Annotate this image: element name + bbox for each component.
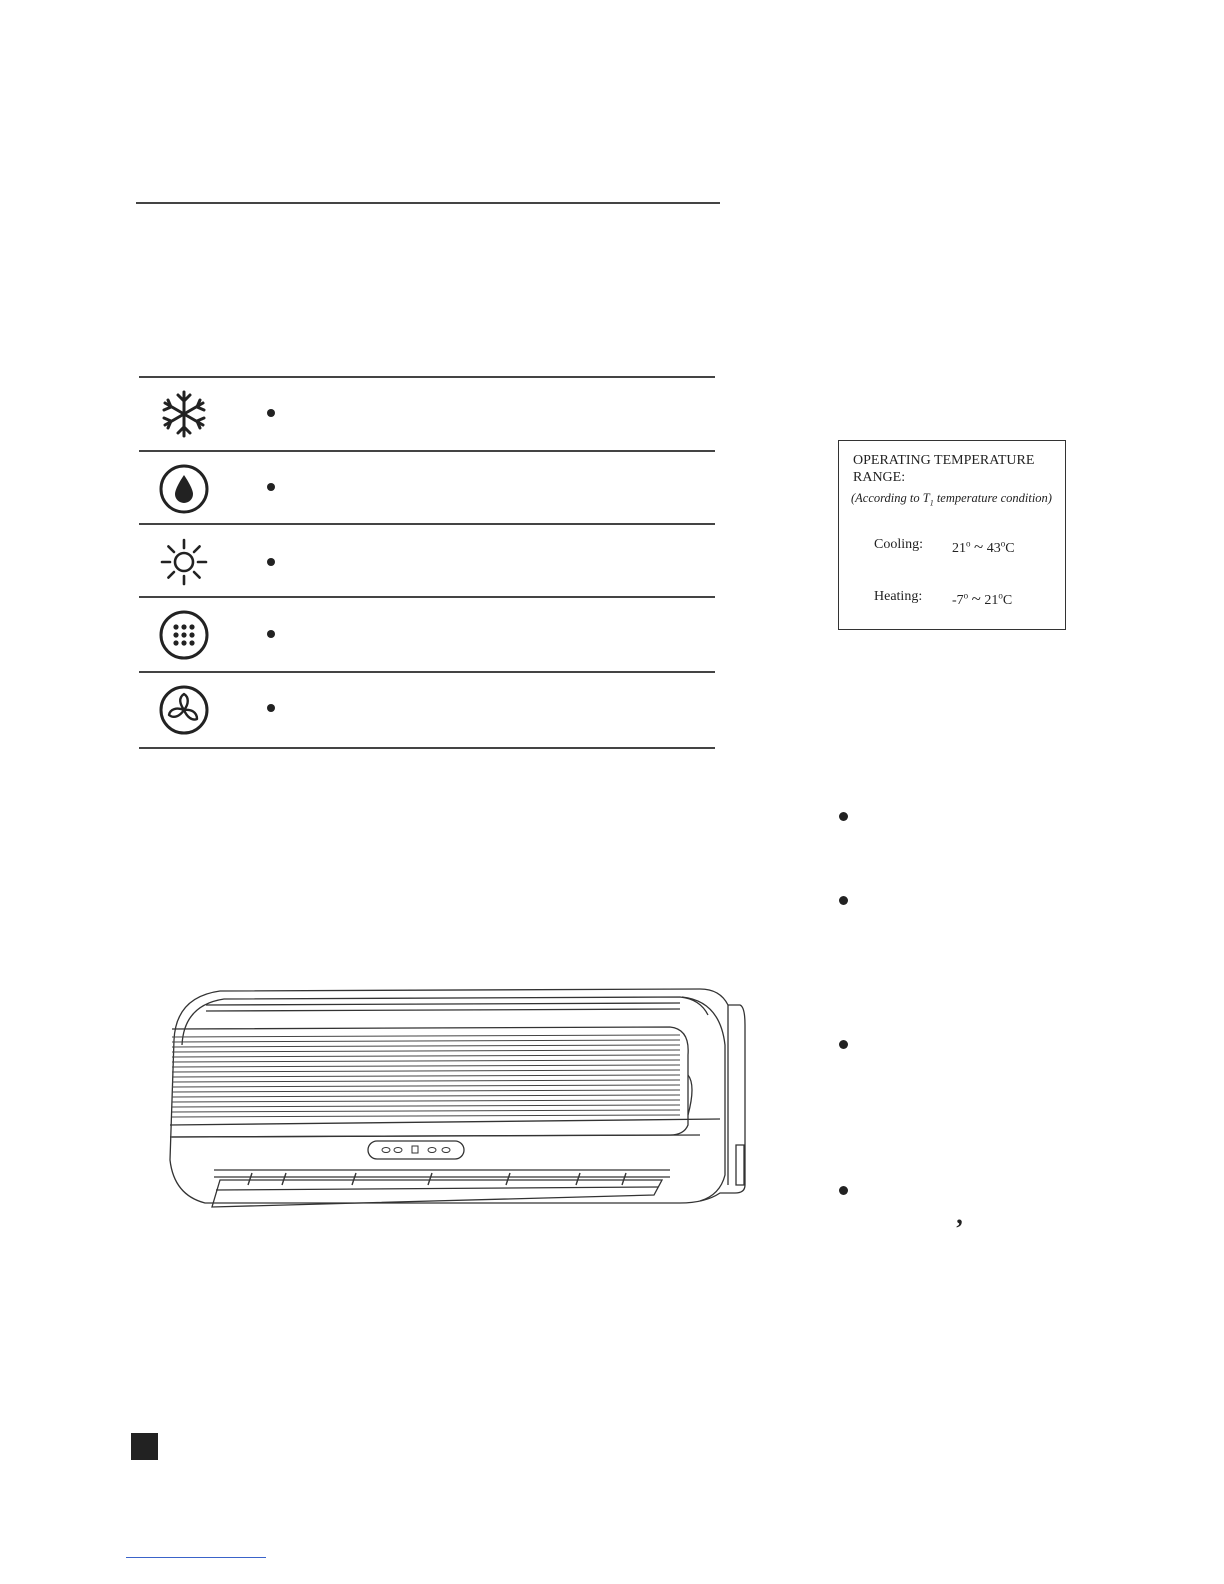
dots-grid-icon (158, 609, 210, 661)
apostrophe-mark: ’ (955, 1214, 964, 1243)
list-bullet (267, 630, 275, 638)
list-bullet (267, 483, 275, 491)
temp-box-title-line1: OPERATING TEMPERATURE (853, 453, 1035, 468)
cooling-label: Cooling: (874, 537, 924, 552)
footer-link-underline (126, 1557, 266, 1558)
cooling-range: 21$^o$ ~ 43$^o$C (952, 537, 1015, 556)
table-rule (139, 671, 715, 673)
list-bullet (267, 558, 275, 566)
temp-box-title-line2: RANGE: (853, 470, 906, 485)
water-drop-icon (158, 463, 210, 515)
operating-temperature-box (838, 440, 1066, 630)
list-bullet (839, 896, 848, 905)
heading-rule (136, 202, 720, 204)
heating-label: Heating: (874, 589, 923, 604)
temp-box-subtitle: (According to $T_1$ temperature condition) (851, 491, 1052, 508)
table-rule (139, 747, 715, 749)
page-number-marker (131, 1433, 158, 1460)
sun-icon (158, 536, 210, 588)
table-rule (139, 523, 715, 525)
list-bullet (267, 704, 275, 712)
list-bullet (267, 409, 275, 417)
table-rule (139, 376, 715, 378)
list-bullet (839, 1040, 848, 1049)
table-rule (139, 450, 715, 452)
indoor-unit-illustration (160, 985, 750, 1215)
table-rule (139, 596, 715, 598)
fan-icon (158, 684, 210, 736)
list-bullet (839, 1186, 848, 1195)
heating-range: -7$^o$ ~ 21$^o$C (952, 589, 1013, 608)
snowflake-icon (158, 388, 210, 440)
list-bullet (839, 812, 848, 821)
